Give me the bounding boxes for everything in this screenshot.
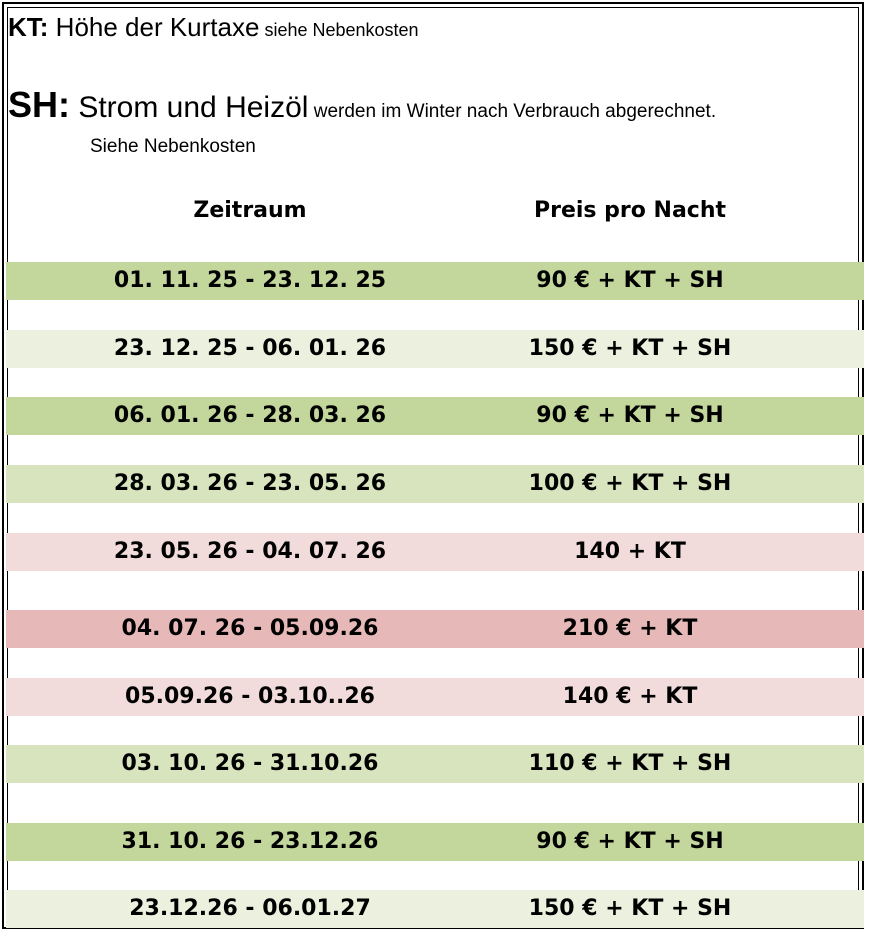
- sh-description: werden im Winter nach Verbrauch abgerechnet.: [308, 101, 717, 122]
- price-cell: 90 € + KT + SH: [536, 829, 724, 854]
- sh-subnote: Siehe Nebenkosten: [90, 136, 256, 157]
- period-cell: 23. 05. 26 - 04. 07. 26: [113, 539, 387, 564]
- table-row: [6, 745, 864, 783]
- table-row: [6, 465, 864, 503]
- table-row: [6, 262, 864, 300]
- period-column-header: Zeitraum: [193, 198, 307, 223]
- sh-note: [8, 84, 716, 126]
- table-row: [6, 678, 864, 716]
- period-cell: 23.12.26 - 06.01.27: [129, 896, 371, 921]
- price-cell: 100 € + KT + SH: [528, 471, 732, 496]
- kt-note: [8, 12, 419, 43]
- period-cell: 01. 11. 25 - 23. 12. 25: [113, 268, 387, 293]
- table-row: [6, 533, 864, 571]
- table-row: [6, 610, 864, 648]
- price-cell: 110 € + KT + SH: [528, 751, 732, 776]
- kt-name: Höhe der Kurtaxe: [48, 12, 260, 42]
- sh-abbreviation: SH:: [8, 84, 70, 125]
- sh-name: Strom und Heizöl: [70, 91, 309, 124]
- period-cell: 04. 07. 26 - 05.09.26: [121, 616, 379, 641]
- period-cell: 03. 10. 26 - 31.10.26: [121, 751, 379, 776]
- period-cell: 05.09.26 - 03.10..26: [125, 684, 375, 709]
- table-row: [6, 397, 864, 435]
- price-cell: 90 € + KT + SH: [536, 403, 724, 428]
- kt-description: siehe Nebenkosten: [259, 20, 419, 40]
- price-cell: 140 € + KT: [562, 684, 698, 709]
- period-cell: 06. 01. 26 - 28. 03. 26: [113, 403, 387, 428]
- table-row: [6, 823, 864, 861]
- price-cell: 90 € + KT + SH: [536, 268, 724, 293]
- period-cell: 23. 12. 25 - 06. 01. 26: [113, 336, 387, 361]
- kt-abbreviation: KT:: [8, 12, 49, 42]
- price-cell: 150 € + KT + SH: [528, 896, 732, 921]
- period-cell: 31. 10. 26 - 23.12.26: [121, 829, 379, 854]
- price-cell: 150 € + KT + SH: [528, 336, 732, 361]
- period-cell: 28. 03. 26 - 23. 05. 26: [113, 471, 387, 496]
- price-cell: 210 € + KT: [562, 616, 698, 641]
- price-cell: 140 + KT: [574, 539, 686, 564]
- table-row: [6, 330, 864, 368]
- table-row: [6, 890, 864, 928]
- price-column-header: Preis pro Nacht: [533, 198, 727, 223]
